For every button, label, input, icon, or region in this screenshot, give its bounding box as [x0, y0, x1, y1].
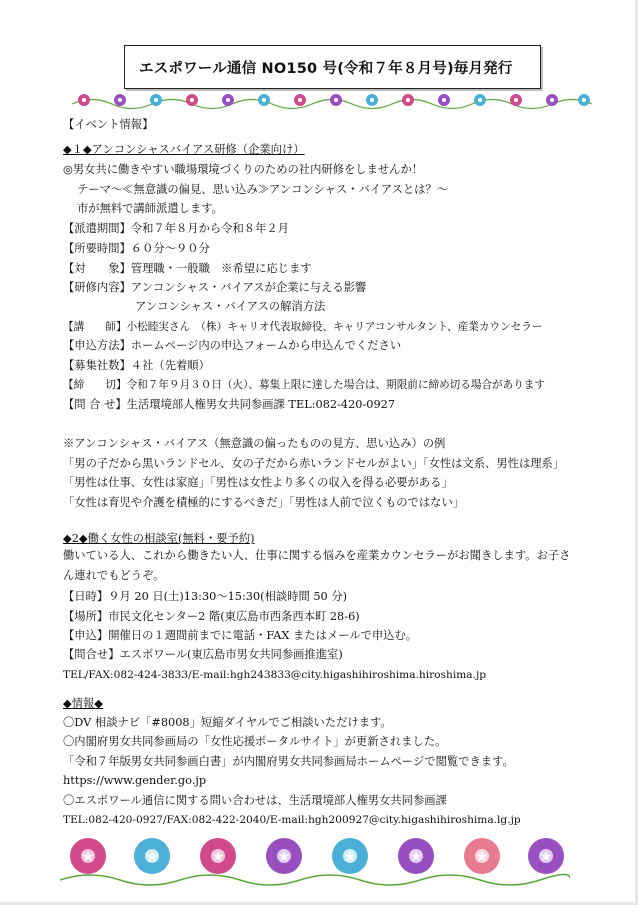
bias-example: 「男性は仕事、女性は家庭」「男性は女性より多くの収入を得る必要がある」 [63, 476, 453, 489]
info-line: 〇DV 相談ナビ「#8008」短縮ダイヤルでご相談いただけます。 [63, 716, 392, 729]
detail-row: 【研修内容】アンコンシャス・バイアスが企業に与える影響 [63, 281, 367, 294]
vine-flower-icon [438, 94, 450, 106]
svg-text:★: ★ [81, 849, 95, 865]
svg-text:★: ★ [211, 849, 225, 865]
vine-flower-icon [114, 94, 126, 106]
section2-contact: TEL/FAX:082-424-3833/E-mail:hgh243833@city.higashihiroshima.hiroshima.jp [63, 669, 487, 681]
vine-flower-icon [222, 94, 234, 106]
bias-example-title: ※アンコンシャス・バイアス（無意識の偏ったものの見方、思い込み）の例 [63, 437, 446, 450]
detail-row: 【講 師】小松睦実さん （株）キャリオ代表取締役、キャリアコンサルタント、産業カウンセラー [63, 321, 543, 333]
detail-row: 【申込方法】ホームページ内の申込フォームから申込んでください [63, 339, 402, 352]
vine-flower-icon [150, 94, 162, 106]
svg-text:★: ★ [475, 849, 489, 865]
section1-heading: ◆１◆アンコンシャスバイアス研修（企業向け） [63, 143, 305, 156]
consult-row: 【問合せ】エスポワール(東広島市男女共同参画推進室) [63, 648, 343, 661]
section1-free: 市が無料で講師派遣します。 [77, 202, 223, 215]
page-title: エスポワール通信 NO150 号(令和７年８月号)毎月発行 [139, 60, 513, 77]
info-link[interactable]: https://www.gender.go.jp [63, 774, 207, 787]
svg-text:★: ★ [539, 849, 553, 865]
info-contact: TEL:082-420-0927/FAX:082-422-2040/E-mail:hgh200927@city.higashihiroshima.lg.jp [63, 814, 521, 826]
detail-row: 【締 切】令和７年９月３０日（火）、募集上限に達した場合は、期限前に締め切る場合があります [63, 379, 546, 391]
svg-text:★: ★ [343, 849, 357, 865]
vine-flower-icon [402, 94, 414, 106]
section2-heading: ◆2◆働く女性の相談室(無料・要予約) [63, 532, 255, 545]
morning-glory-icon [398, 838, 434, 874]
section1-intro: ◎男女共に働きやすい職場環境づくりのための社内研修をしませんか！ [63, 163, 424, 176]
consult-row: 【日時】９月 20 日(土)13:30～15:30(相談時間 50 分) [63, 590, 348, 603]
svg-text:★: ★ [277, 849, 291, 865]
info-line: 〇内閣府男女共同参画局の「女性応援ポータルサイト」が更新されました。 [63, 735, 447, 748]
info-line: 「令和７年版男女共同参画白書」が内閣府男女共同参画局ホームページで閲覧できます。 [63, 755, 514, 768]
morning-glory-icon [200, 838, 236, 874]
flower-vine-decoration [72, 89, 592, 111]
detail-row: 【問 合 せ】生活環境部人権男女共同参画課 TEL:082-420-0927 [63, 398, 396, 411]
svg-text:★: ★ [409, 849, 423, 865]
vine-flower-icon [294, 94, 306, 106]
detail-row: アンコンシャス・バイアスの解消方法 [135, 300, 326, 313]
vine-flower-icon [186, 94, 198, 106]
vine-flower-icon [366, 94, 378, 106]
title-box [124, 45, 541, 89]
detail-row: 【所要時間】６０分～９０分 [63, 242, 210, 255]
morning-glory-icon [70, 838, 106, 874]
bottom-flower-border [60, 830, 570, 888]
bias-example: 「女性は育児や介護を積極的にするべきだ」「男性は人前で泣くものではない」 [63, 496, 465, 509]
consult-row: 【申込】開催日の１週間前までに電話・FAX またはメールで申込む。 [63, 629, 418, 642]
bias-example: 「男の子だから黒いランドセル、女の子だから赤いランドセルがよい」「女性は文系、男性は理系」 [63, 457, 565, 470]
vine-flower-icon [330, 94, 342, 106]
detail-row: 【対 象】管理職・一般職 ※希望に応じます [63, 262, 312, 275]
vine-flower-icon [578, 94, 590, 106]
detail-row: 【派遣期間】令和７年８月から令和８年２月 [63, 222, 289, 235]
event-info-heading: 【イベント情報】 [63, 118, 154, 131]
vine-flower-icon [474, 94, 486, 106]
detail-row: 【募集社数】４社（先着順） [63, 359, 210, 372]
morning-glory-icon [134, 838, 170, 874]
morning-glory-icon [528, 838, 564, 874]
consult-row: 【場所】市民文化センター2 階(東広島市西条西本町 28-6) [63, 610, 360, 623]
vine-flower-icon [546, 94, 558, 106]
svg-text:★: ★ [145, 849, 159, 865]
morning-glory-icon [464, 838, 500, 874]
section2-intro: 働いている人、これから働きたい人、仕事に関する悩みを産業カウンセラーがお聞きします。お子さん連れでもどうぞ。 [63, 549, 571, 582]
morning-glory-icon [266, 838, 302, 874]
section1-theme: テーマ～≪無意識の偏見、思い込み≫アンコンシャス・バイアスとは？～ [77, 183, 449, 196]
morning-glory-icon [332, 838, 368, 874]
vine-flower-icon [510, 94, 522, 106]
vine-flower-icon [258, 94, 270, 106]
vine-flower-icon [78, 94, 90, 106]
info-line: 〇エスポワール通信に関する問い合わせは、生活環境部人権男女共同参画課 [63, 794, 447, 807]
section3-heading: ◆情報◆ [63, 697, 103, 710]
